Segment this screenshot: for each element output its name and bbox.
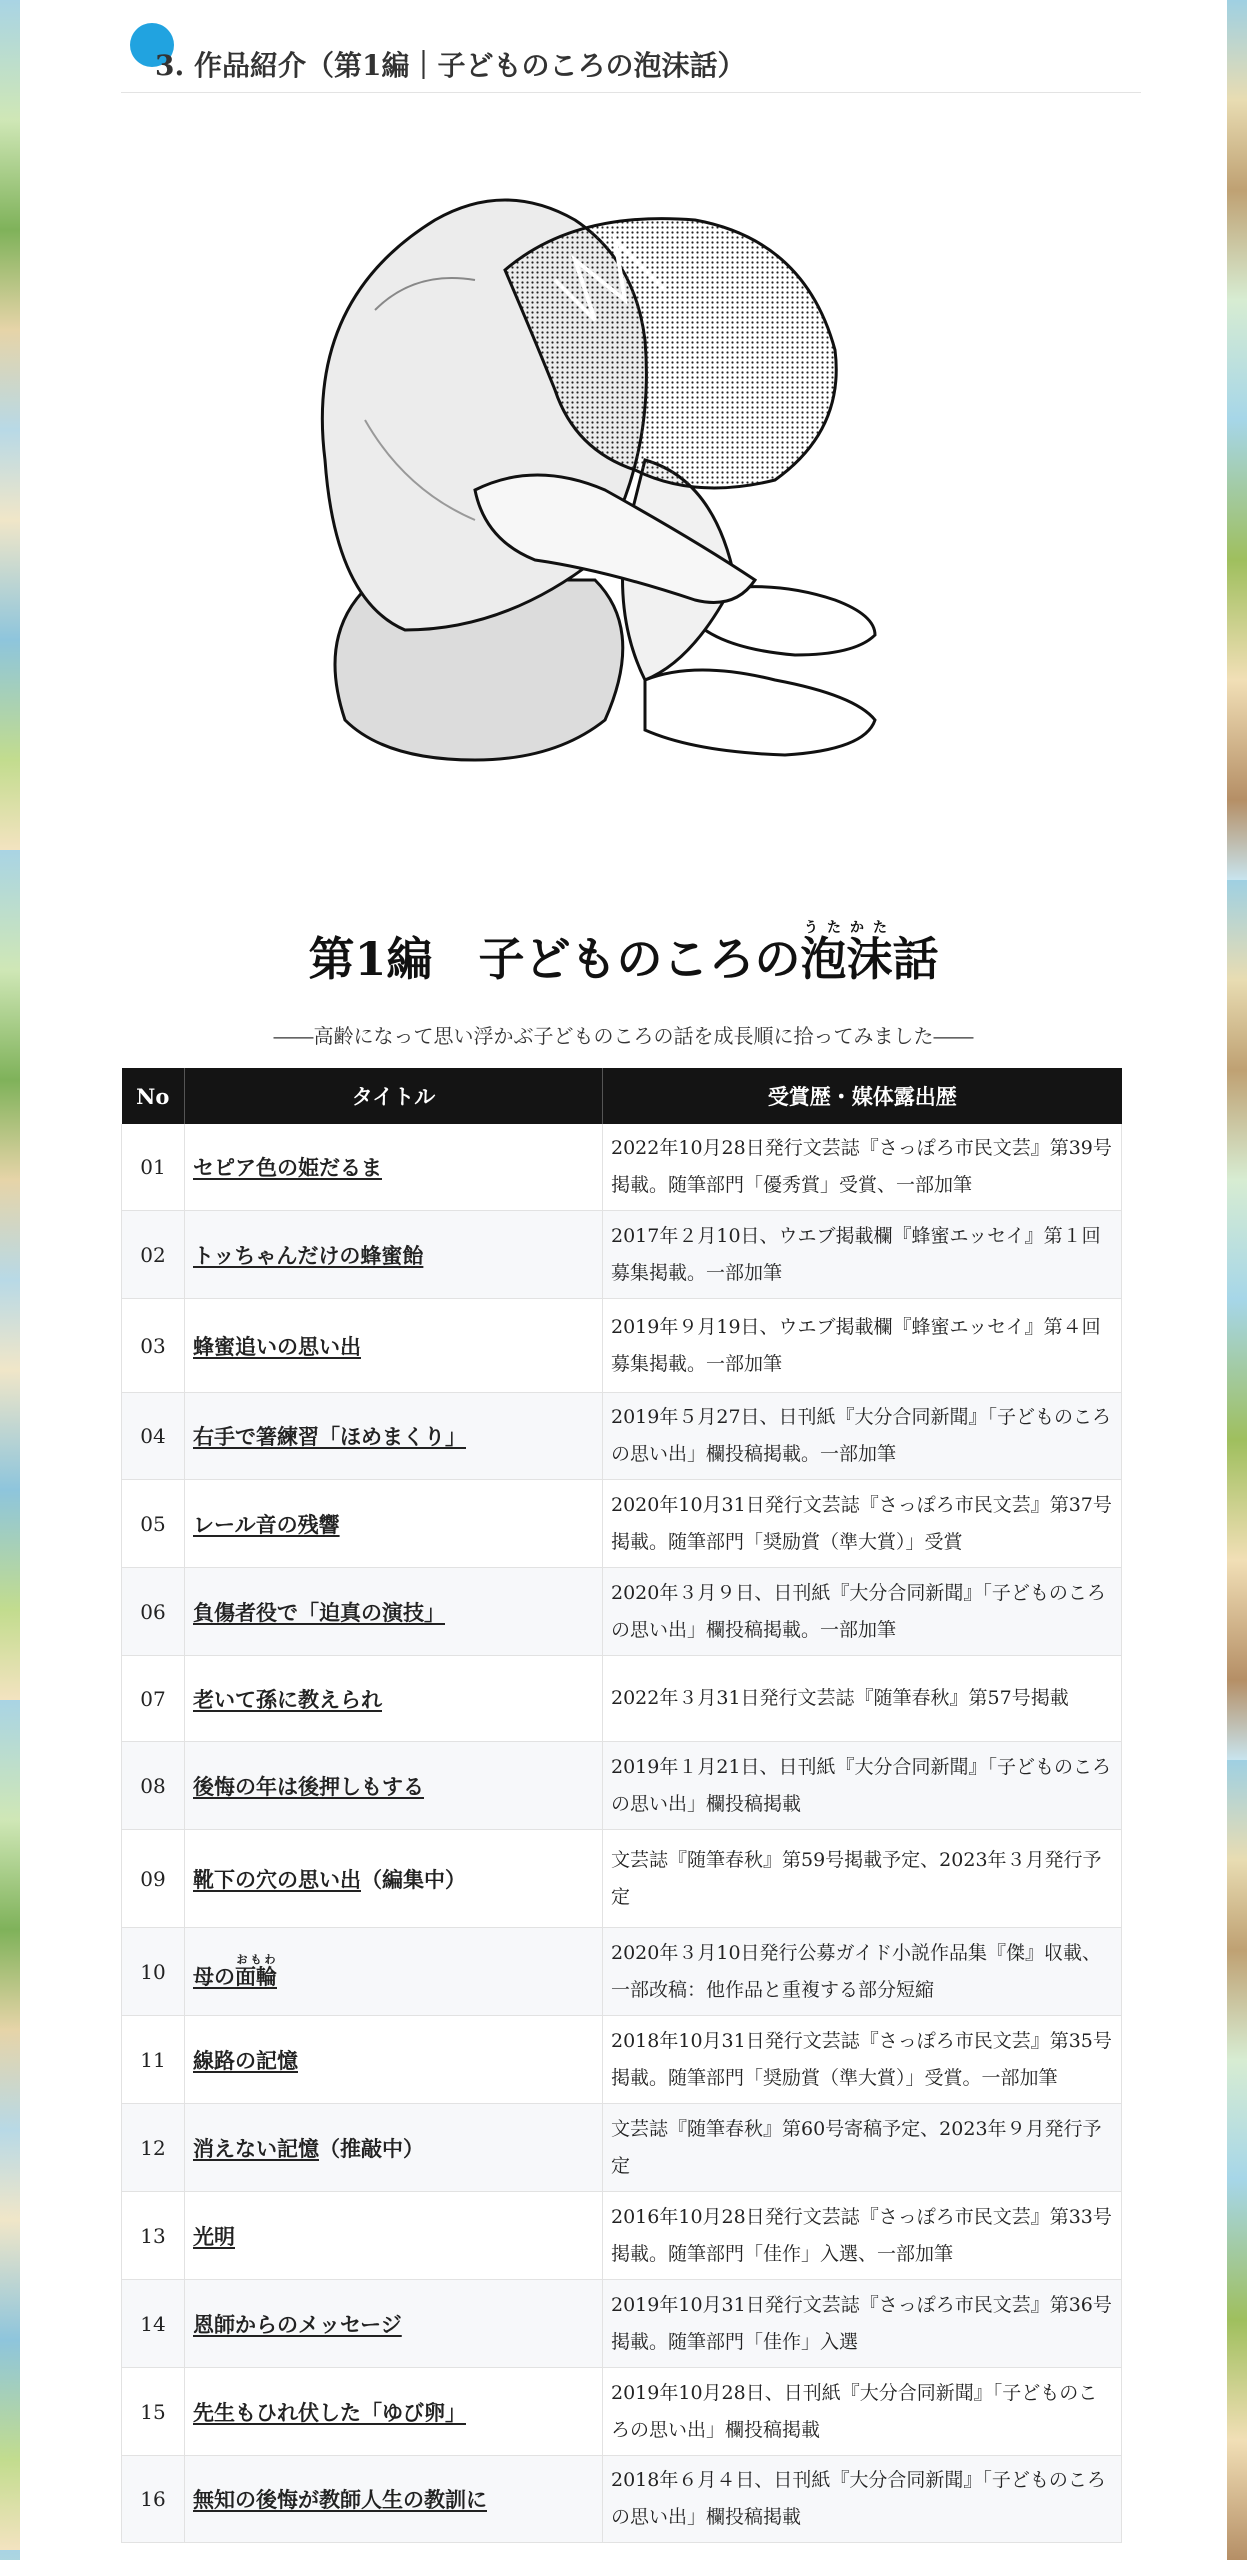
table-row — [122, 1742, 1122, 1830]
row-media-history: 2022年10月28日発行文芸誌『さっぽろ市民文芸』第39号掲載。随筆部門「優秀賞」受賞、一部加筆 — [603, 1124, 1122, 1211]
table-row — [122, 1656, 1122, 1742]
row-title-cell — [185, 2368, 603, 2456]
crouching-child-illustration — [175, 160, 1075, 900]
work-title-link[interactable]: 蜂蜜追いの思い出 — [193, 1333, 361, 1359]
table-row — [122, 2104, 1122, 2192]
work-title-ruby — [235, 1952, 277, 1989]
row-media-history: 2020年３月９日、日刊紙『大分合同新聞』「子どものころの思い出」欄投稿掲載。一部加筆 — [603, 1568, 1122, 1656]
work-title — [20, 920, 1227, 989]
work-title-link[interactable] — [193, 1952, 277, 1989]
row-title-cell — [185, 1928, 603, 2016]
work-title-link[interactable]: 消えない記憶 — [193, 2135, 319, 2161]
row-number: 11 — [122, 2016, 185, 2104]
row-title-cell — [185, 2192, 603, 2280]
left-decorative-border — [0, 0, 20, 2560]
table-row — [122, 2280, 1122, 2368]
work-title-link[interactable]: 先生もひれ伏した「ゆび卵」 — [193, 2399, 466, 2425]
work-title-link[interactable]: 後悔の年は後押しもする — [193, 1773, 424, 1799]
row-media-history: 2018年10月31日発行文芸誌『さっぽろ市民文芸』第35号掲載。随筆部門「奨励賞（準大賞）」受賞。一部加筆 — [603, 2016, 1122, 2104]
row-media-history: 2019年９月19日、ウエブ掲載欄『蜂蜜エッセイ』第４回募集掲載。一部加筆 — [603, 1299, 1122, 1393]
row-number: 09 — [122, 1830, 185, 1928]
work-title-text: 母の — [193, 1963, 235, 1989]
work-title-link[interactable]: 靴下の穴の思い出 — [193, 1866, 361, 1892]
header-media: 受賞歴・媒体露出歴 — [603, 1068, 1122, 1124]
row-title-cell — [185, 1830, 603, 1928]
work-title-ruby — [800, 920, 893, 986]
work-status-note: （編集中） — [361, 1866, 466, 1892]
work-title-link[interactable]: 老いて孫に教えられ — [193, 1686, 382, 1712]
section-heading — [121, 30, 1141, 93]
table-row — [122, 2368, 1122, 2456]
header-no: No — [122, 1068, 185, 1124]
table-row — [122, 1124, 1122, 1211]
table-row — [122, 1928, 1122, 2016]
row-title-cell — [185, 2104, 603, 2192]
row-title-cell — [185, 1568, 603, 1656]
row-title-cell — [185, 1656, 603, 1742]
work-title-link[interactable]: トッちゃんだけの蜂蜜飴 — [193, 1242, 424, 1268]
row-number: 16 — [122, 2456, 185, 2543]
table-row — [122, 1393, 1122, 1480]
row-number: 02 — [122, 1211, 185, 1299]
work-title-link[interactable]: レール音の残響 — [193, 1511, 340, 1537]
row-title-cell — [185, 1480, 603, 1568]
row-number: 10 — [122, 1928, 185, 2016]
work-status-note: （推敲中） — [319, 2135, 424, 2161]
row-number: 14 — [122, 2280, 185, 2368]
row-number: 04 — [122, 1393, 185, 1480]
work-title-tail: 話 — [892, 932, 939, 986]
work-title-link[interactable]: 右手で箸練習「ほめまくり」 — [193, 1424, 466, 1449]
row-title-cell — [185, 2016, 603, 2104]
ruby-reading: おもわ — [235, 1952, 277, 1966]
ruby-base: 面輪 — [235, 1963, 277, 1989]
row-number: 05 — [122, 1480, 185, 1568]
row-number: 15 — [122, 2368, 185, 2456]
table-row — [122, 1211, 1122, 1299]
work-title-link[interactable]: 線路の記憶 — [193, 2047, 298, 2073]
row-media-history: 2019年５月27日、日刊紙『大分合同新聞』「子どものころの思い出」欄投稿掲載。一部加筆 — [603, 1393, 1122, 1480]
row-title-cell — [185, 1124, 603, 1211]
table-row — [122, 2456, 1122, 2543]
section-title: 3. 作品紹介（第1編｜子どものころの泡沫話） — [155, 49, 746, 82]
article-page — [20, 0, 1227, 2560]
work-title-link[interactable]: 無知の後悔が教師人生の教訓に — [193, 2487, 487, 2512]
row-number: 08 — [122, 1742, 185, 1830]
row-number: 07 — [122, 1656, 185, 1742]
work-title-ruby-reading: うたかた — [800, 920, 893, 936]
row-number: 03 — [122, 1299, 185, 1393]
work-title-link[interactable]: 負傷者役で「迫真の演技」 — [193, 1599, 445, 1625]
row-number: 12 — [122, 2104, 185, 2192]
row-title-cell — [185, 1742, 603, 1830]
row-title-cell — [185, 1393, 603, 1480]
row-media-history: 2022年３月31日発行文芸誌『随筆春秋』第57号掲載 — [603, 1656, 1122, 1742]
work-title-link[interactable]: 光明 — [193, 2223, 235, 2249]
row-media-history: 2019年10月31日発行文芸誌『さっぽろ市民文芸』第36号掲載。随筆部門「佳作」入選 — [603, 2280, 1122, 2368]
row-title-cell — [185, 2280, 603, 2368]
row-media-history: 2019年１月21日、日刊紙『大分合同新聞』「子どものころの思い出」欄投稿掲載 — [603, 1742, 1122, 1830]
row-title-cell — [185, 2456, 603, 2543]
work-title-link[interactable]: 恩師からのメッセージ — [193, 2311, 402, 2337]
right-decorative-border — [1227, 0, 1247, 2560]
row-media-history: 2017年２月10日、ウエブ掲載欄『蜂蜜エッセイ』第１回募集掲載。一部加筆 — [603, 1211, 1122, 1299]
row-number: 13 — [122, 2192, 185, 2280]
header-title: タイトル — [185, 1068, 603, 1124]
row-media-history: 文芸誌『随筆春秋』第59号掲載予定、2023年３月発行予定 — [603, 1830, 1122, 1928]
table-row — [122, 1830, 1122, 1928]
works-table — [121, 1068, 1122, 2543]
work-title-ruby-base: 泡沫 — [800, 932, 893, 986]
row-media-history: 2018年６月４日、日刊紙『大分合同新聞』「子どものころの思い出」欄投稿掲載 — [603, 2456, 1122, 2543]
row-title-cell — [185, 1299, 603, 1393]
row-media-history: 文芸誌『随筆春秋』第60号寄稿予定、2023年９月発行予定 — [603, 2104, 1122, 2192]
row-media-history: 2020年３月10日発行公募ガイド小説作品集『傑』収載、一部改稿：他作品と重複する部分短縮 — [603, 1928, 1122, 2016]
table-row — [122, 1480, 1122, 1568]
table-row — [122, 2016, 1122, 2104]
table-row — [122, 1299, 1122, 1393]
row-number: 01 — [122, 1124, 185, 1211]
table-header-row — [122, 1068, 1122, 1124]
table-row — [122, 2192, 1122, 2280]
row-media-history: 2020年10月31日発行文芸誌『さっぽろ市民文芸』第37号掲載。随筆部門「奨励賞（準大賞）」受賞 — [603, 1480, 1122, 1568]
work-title-main: 第1編 子どものころの — [308, 932, 801, 986]
table-row — [122, 1568, 1122, 1656]
work-subtitle: ――高齢になって思い浮かぶ子どものころの話を成長順に拾ってみました―― — [273, 1024, 974, 1048]
work-title-link[interactable]: セピア色の姫だるま — [193, 1155, 382, 1180]
row-number: 06 — [122, 1568, 185, 1656]
row-media-history: 2019年10月28日、日刊紙『大分合同新聞』「子どものころの思い出」欄投稿掲載 — [603, 2368, 1122, 2456]
row-media-history: 2016年10月28日発行文芸誌『さっぽろ市民文芸』第33号掲載。随筆部門「佳作」入選、一部加筆 — [603, 2192, 1122, 2280]
row-title-cell — [185, 1211, 603, 1299]
